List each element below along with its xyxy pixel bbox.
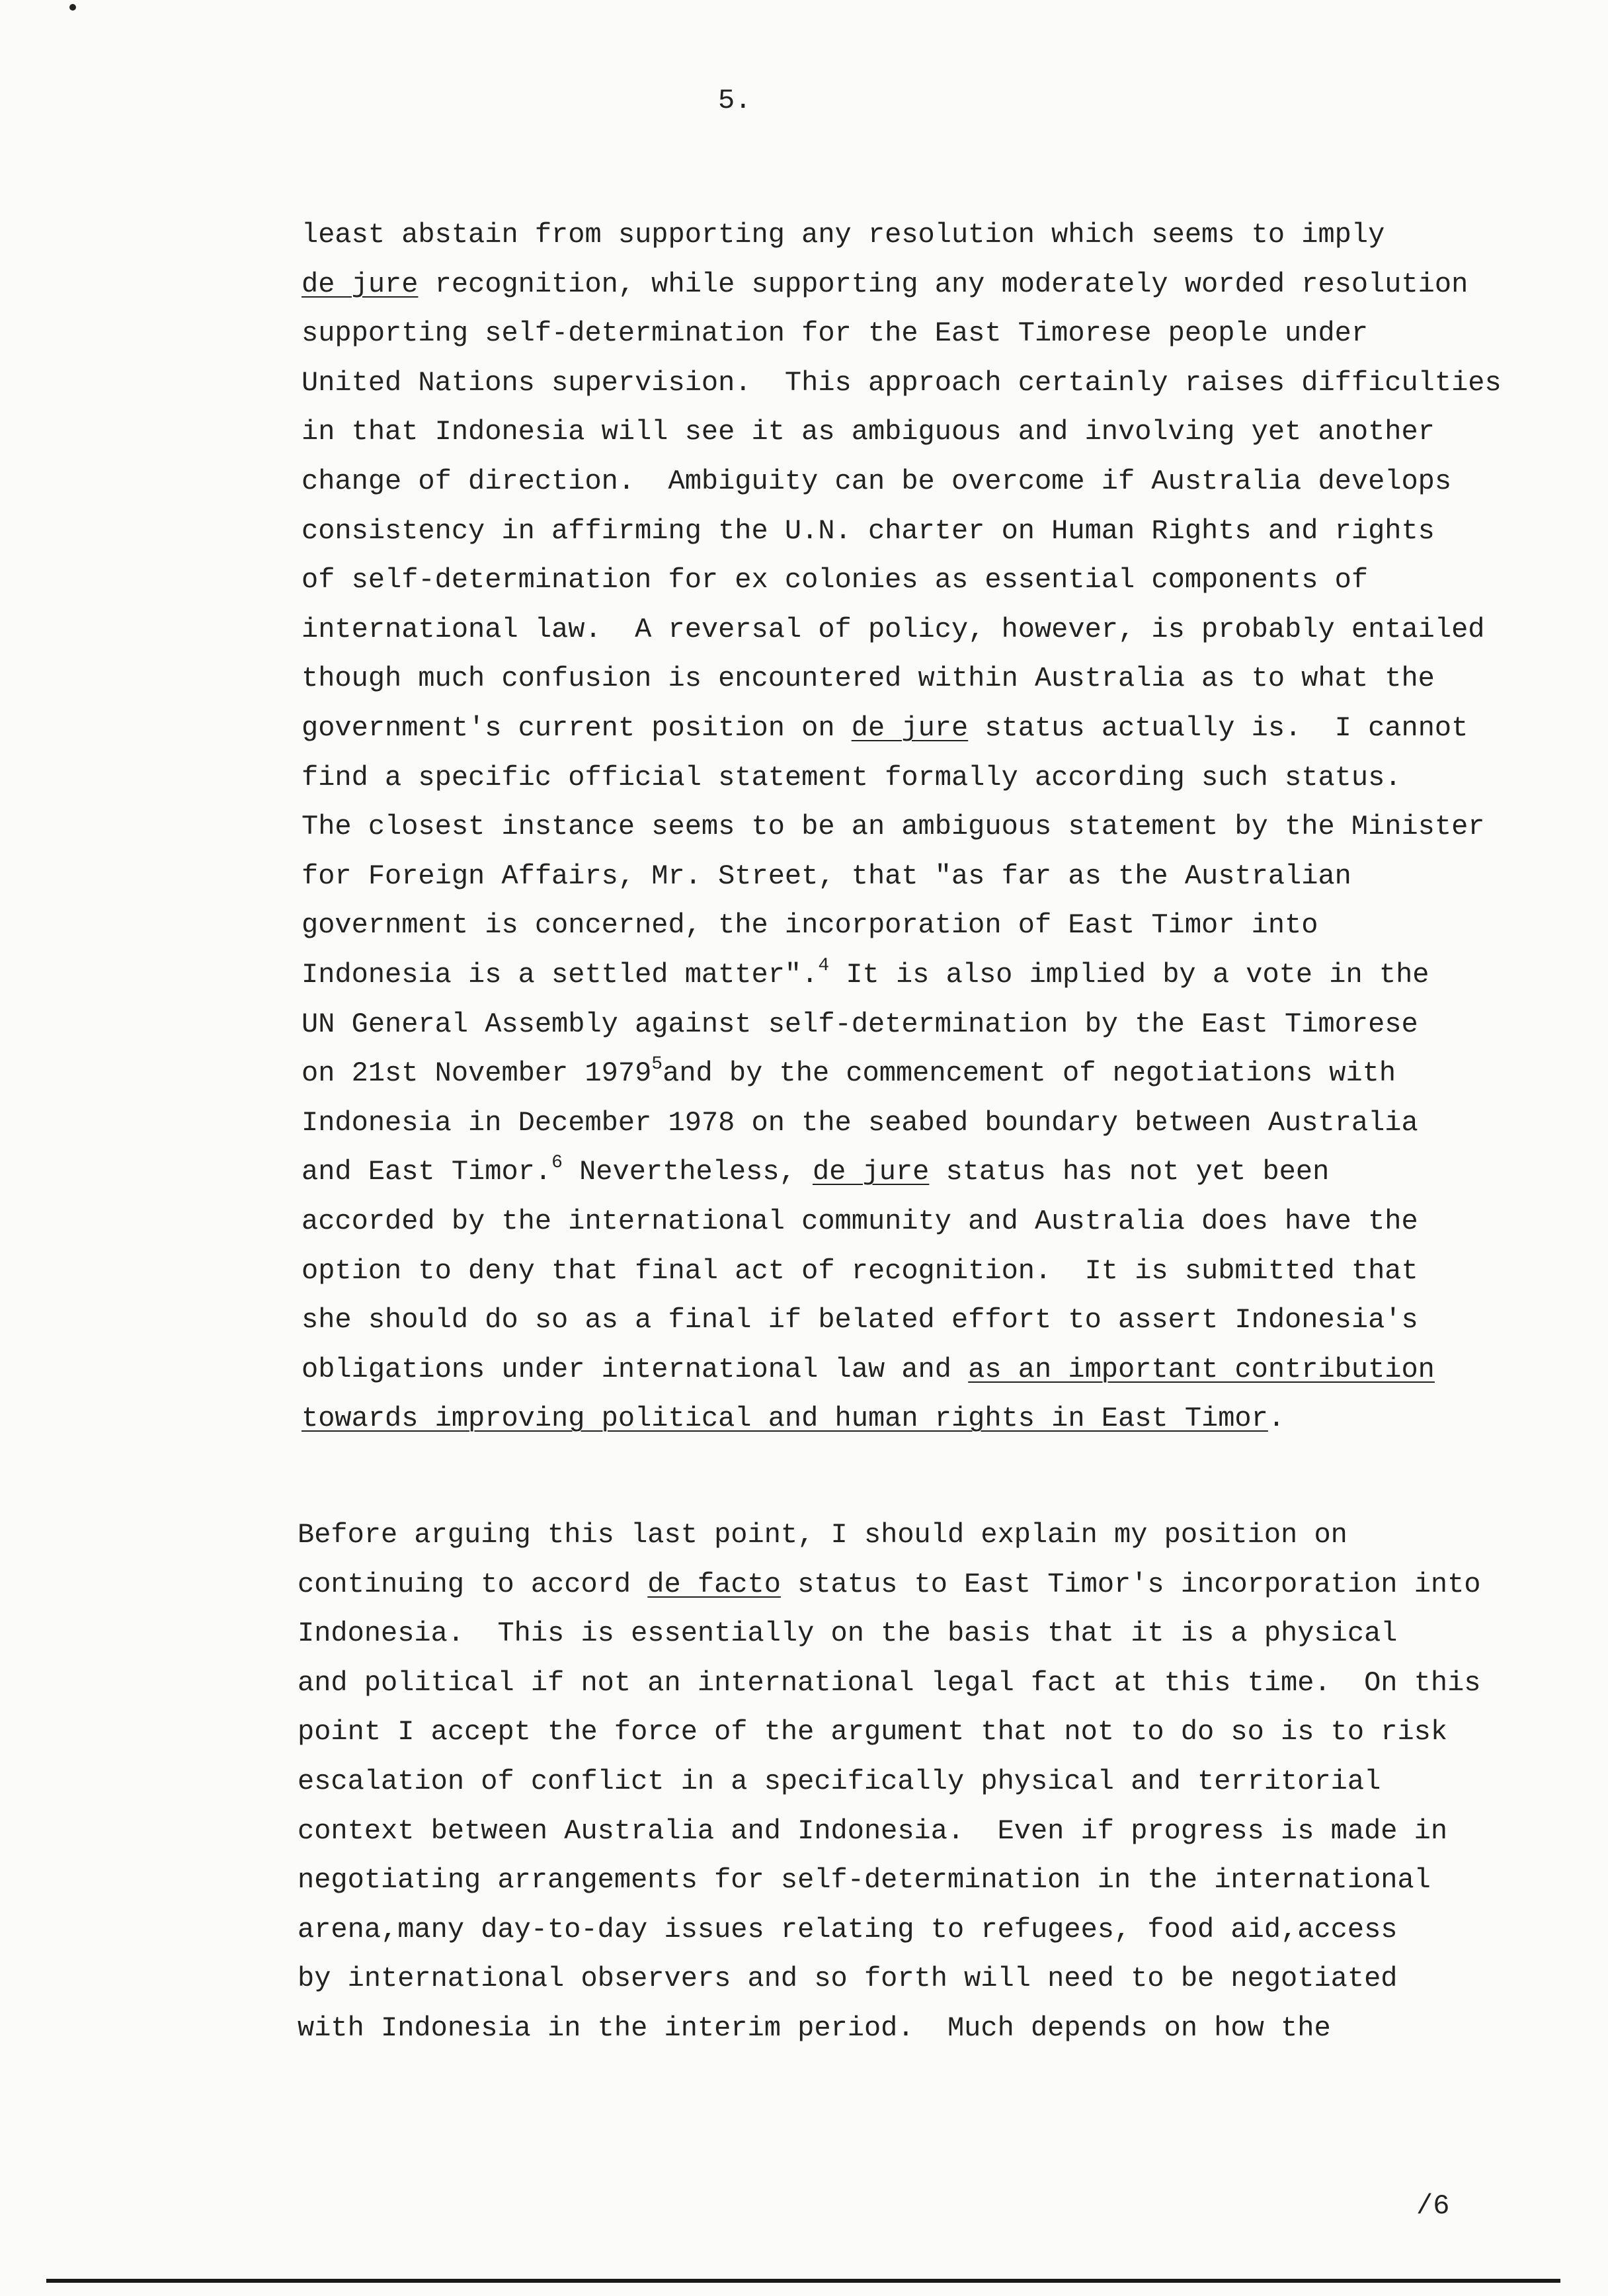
text-line [302,1155,1329,1188]
text-line [298,1568,1481,1601]
text-run: and by the commencement of negotiations with [663,1057,1396,1090]
text-line [298,1864,1431,1897]
text-run: option to deny that final act of recognition. It is submitted that [302,1254,1418,1287]
text-line [302,1303,1418,1336]
scan-speck [69,4,76,11]
text-run: escalation of conflict in a specifically physical and territorial [298,1766,1381,1797]
text-line [302,465,1451,498]
text-line [302,1205,1418,1238]
text-line [302,958,1429,991]
footnote-ref: 5 [651,1054,663,1075]
text-line [298,1518,1347,1551]
text-run: though much confusion is encountered within Australia as to what the [302,663,1435,695]
text-run: international law. A reversal of policy, however, is probably entailed [302,613,1485,645]
text-line [302,1402,1285,1435]
text-line [298,1815,1447,1848]
text-run: UN General Assembly against self-determination by the East Timorese [302,1008,1418,1040]
text-run: status to East Timor's incorporation into [780,1568,1481,1600]
text-line [302,860,1351,893]
underlined-text: de jure [812,1156,930,1188]
text-run: of self-determination for ex colonies as essential components of [302,564,1369,596]
text-line [302,761,1401,794]
text-line [298,1913,1397,1946]
underlined-text: towards improving political and human rights in East Timor [302,1403,1268,1435]
text-run: obligations under international law and [302,1353,969,1385]
text-line [302,1106,1418,1139]
text-line [298,1666,1481,1700]
text-run: she should do so as a final if belated effort to assert Indonesia's [302,1304,1418,1336]
text-line [302,909,1318,942]
text-line [302,415,1435,448]
text-run: point I accept the force of the argument that not to do so is to risk [298,1716,1448,1748]
text-run: and political if not an international legal fact at this time. On this [298,1666,1481,1699]
text-line [302,613,1485,646]
text-line [302,268,1468,301]
underlined-text: de jure [302,268,419,300]
text-run: . [1267,1403,1285,1435]
text-line [298,1617,1397,1650]
text-run: Indonesia in December 1978 on the seabed boundary between Australia [302,1106,1418,1139]
text-line [298,1715,1447,1748]
text-run: Nevertheless, [562,1156,813,1188]
text-line [298,1765,1381,1798]
text-line [302,1054,1396,1090]
underlined-text: de jure [851,712,969,744]
continuation-marker: /6 [1416,2190,1450,2222]
text-line [302,218,1385,251]
text-run: in that Indonesia will see it as ambiguous and involving yet another [302,416,1435,448]
text-line [302,1353,1435,1386]
text-run: status actually is. I cannot [968,712,1468,744]
text-line [302,810,1485,843]
text-run: negotiating arrangements for self-determination in the international [298,1864,1431,1897]
bottom-rule [46,2279,1560,2283]
text-line [302,712,1468,745]
text-run: by international observers and so forth will need to be negotiated [298,1963,1398,1995]
text-run: arena,many day-to-day issues relating to refugees, food aid,access [298,1913,1398,1946]
text-run: supporting self-determination for the East Timorese people under [302,317,1369,350]
text-run: consistency in affirming the U.N. charter on Human Rights and rights [302,514,1435,547]
page-number: 5. [718,85,752,116]
text-line [298,2012,1331,2045]
text-run: and East Timor. [302,1156,552,1188]
text-run: United Nations supervision. This approach certainly raises difficulties [302,366,1502,399]
text-run: change of direction. Ambiguity can be overcome if Australia develops [302,466,1452,497]
text-line [302,563,1368,596]
text-line [298,1962,1397,1995]
text-run: Before arguing this last point, I should explain my position on [298,1519,1347,1551]
text-line [302,366,1502,399]
text-line [302,1008,1418,1041]
text-run: find a specific official statement formally according such status. [302,761,1402,794]
underlined-text: de facto [647,1568,781,1600]
text-run: recognition, while supporting any moderately worded resolution [418,268,1468,300]
underlined-text: as an important contribution [968,1353,1435,1385]
text-run: on 21st November 1979 [302,1057,652,1090]
footnote-ref: 6 [551,1153,563,1174]
text-run: least abstain from supporting any resolution which seems to imply [302,219,1385,251]
text-run: with Indonesia in the interim period. Much depends on how the [298,2012,1331,2044]
text-run: continuing to accord [298,1568,648,1600]
text-line [302,317,1368,350]
text-run: accorded by the international community and Australia does have the [302,1206,1418,1237]
text-run: government's current position on [302,712,852,744]
text-line [302,1254,1418,1288]
text-run: status has not yet been [929,1156,1330,1188]
text-run: context between Australia and Indonesia. Even if progress is made in [298,1815,1448,1847]
text-run: It is also implied by a vote in the [829,959,1429,991]
footnote-ref: 4 [818,956,830,976]
text-run: Indonesia is a settled matter". [302,959,819,991]
text-line [302,514,1435,548]
text-run: Indonesia. This is essentially on the basis that it is a physical [298,1618,1398,1650]
text-run: government is concerned, the incorporation of East Timor into [302,909,1318,942]
text-line [302,662,1435,695]
text-run: The closest instance seems to be an ambiguous statement by the Minister [302,811,1485,843]
text-run: for Foreign Affairs, Mr. Street, that "as far as the Australian [302,860,1351,892]
